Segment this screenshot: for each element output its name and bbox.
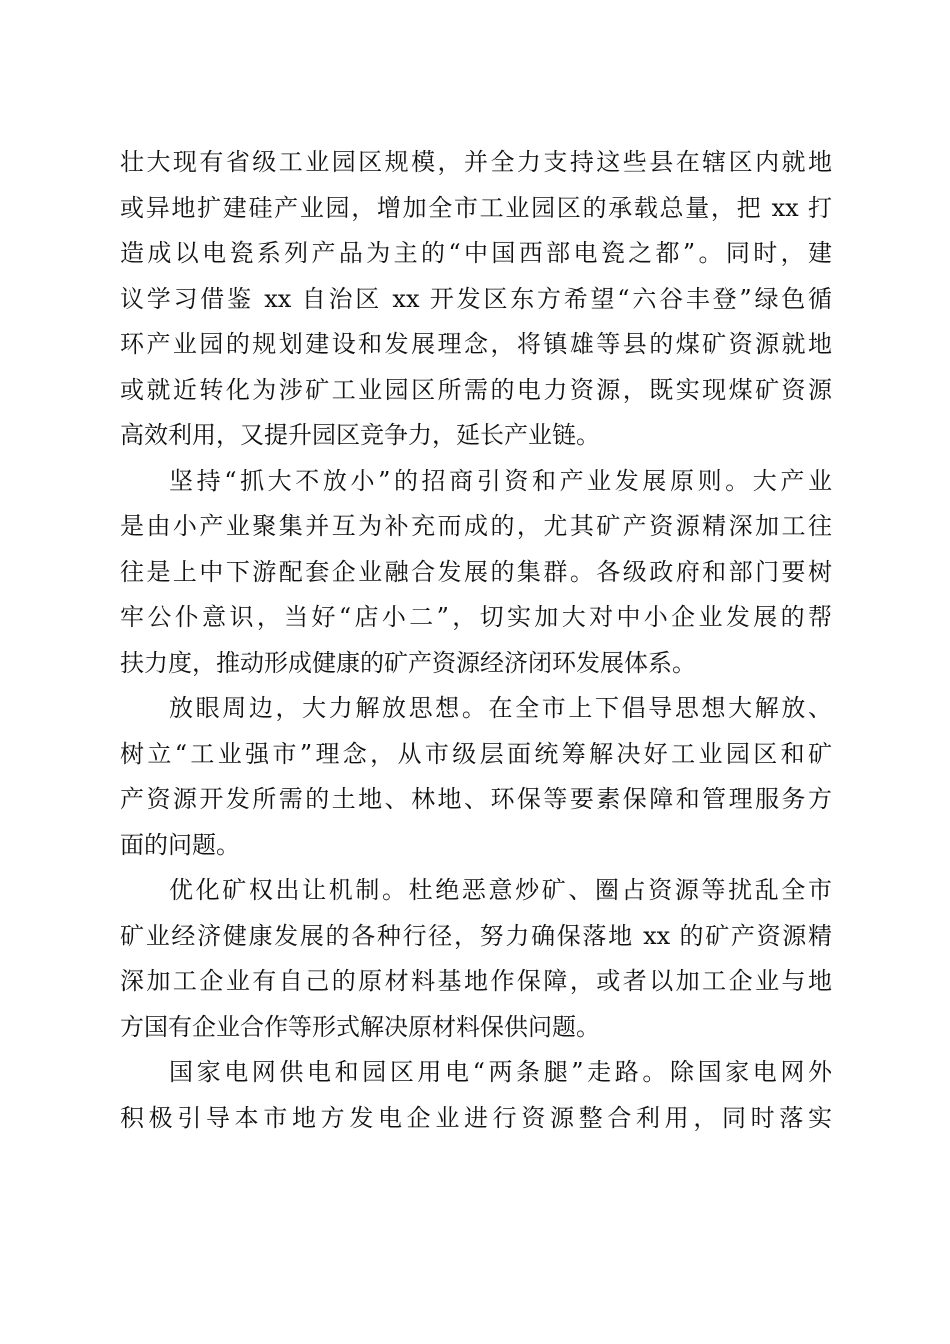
text-line: 议学习借鉴 xx 自治区 xx 开发区东方希望“六谷丰登”绿色循	[120, 284, 832, 313]
paragraph-first-line: 国家电网供电和园区用电“两条腿”走路。除国家电网外	[169, 1058, 832, 1086]
text-line: 壮大现有省级工业园区规模，并全力支持这些县在辖区内就地	[120, 148, 832, 176]
text-line: 方国有企业合作等形式解决原材料保供问题。	[120, 1012, 600, 1041]
text-line: 高效利用，又提升园区竞争力，延长产业链。	[120, 421, 600, 449]
document-body	[120, 140, 832, 1141]
text-line: 环产业园的规划建设和发展理念，将镇雄等县的煤矿资源就地	[120, 330, 832, 358]
text-line: 面的问题。	[120, 830, 240, 859]
text-line: 矿业经济健康发展的各种行径，努力确保落地 xx 的矿产资源精	[120, 921, 832, 950]
text-line: 产资源开发所需的土地、林地、环保等要素保障和管理服务方	[120, 785, 832, 813]
text-line: 造成以电瓷系列产品为主的“中国西部电瓷之都”。同时，建	[120, 239, 832, 267]
paragraph-first-line: 放眼周边，大力解放思想。在全市上下倡导思想大解放、	[169, 694, 832, 722]
text-line: 或异地扩建硅产业园，增加全市工业园区的承载总量，把 xx 打	[120, 193, 832, 222]
text-line: 是由小产业聚集并互为补充而成的，尤其矿产资源精深加工往	[120, 512, 832, 540]
text-line: 扶力度，推动形成健康的矿产资源经济闭环发展体系。	[120, 648, 696, 677]
text-line: 树立“工业强市”理念，从市级层面统筹解决好工业园区和矿	[120, 739, 832, 768]
text-line: 积极引导本市地方发电企业进行资源整合利用，同时落实	[120, 1103, 832, 1132]
text-line: 或就近转化为涉矿工业园区所需的电力资源，既实现煤矿资源	[120, 375, 832, 404]
paragraph-first-line: 坚持“抓大不放小”的招商引资和产业发展原则。大产业	[169, 466, 832, 495]
paragraph-first-line: 优化矿权出让机制。杜绝恶意炒矿、圈占资源等扰乱全市	[169, 876, 832, 904]
text-line: 往是上中下游配套企业融合发展的集群。各级政府和部门要树	[120, 557, 832, 586]
text-line: 深加工企业有自己的原材料基地作保障，或者以加工企业与地	[120, 967, 832, 995]
text-line: 牢公仆意识，当好“店小二”，切实加大对中小企业发展的帮	[120, 603, 832, 631]
